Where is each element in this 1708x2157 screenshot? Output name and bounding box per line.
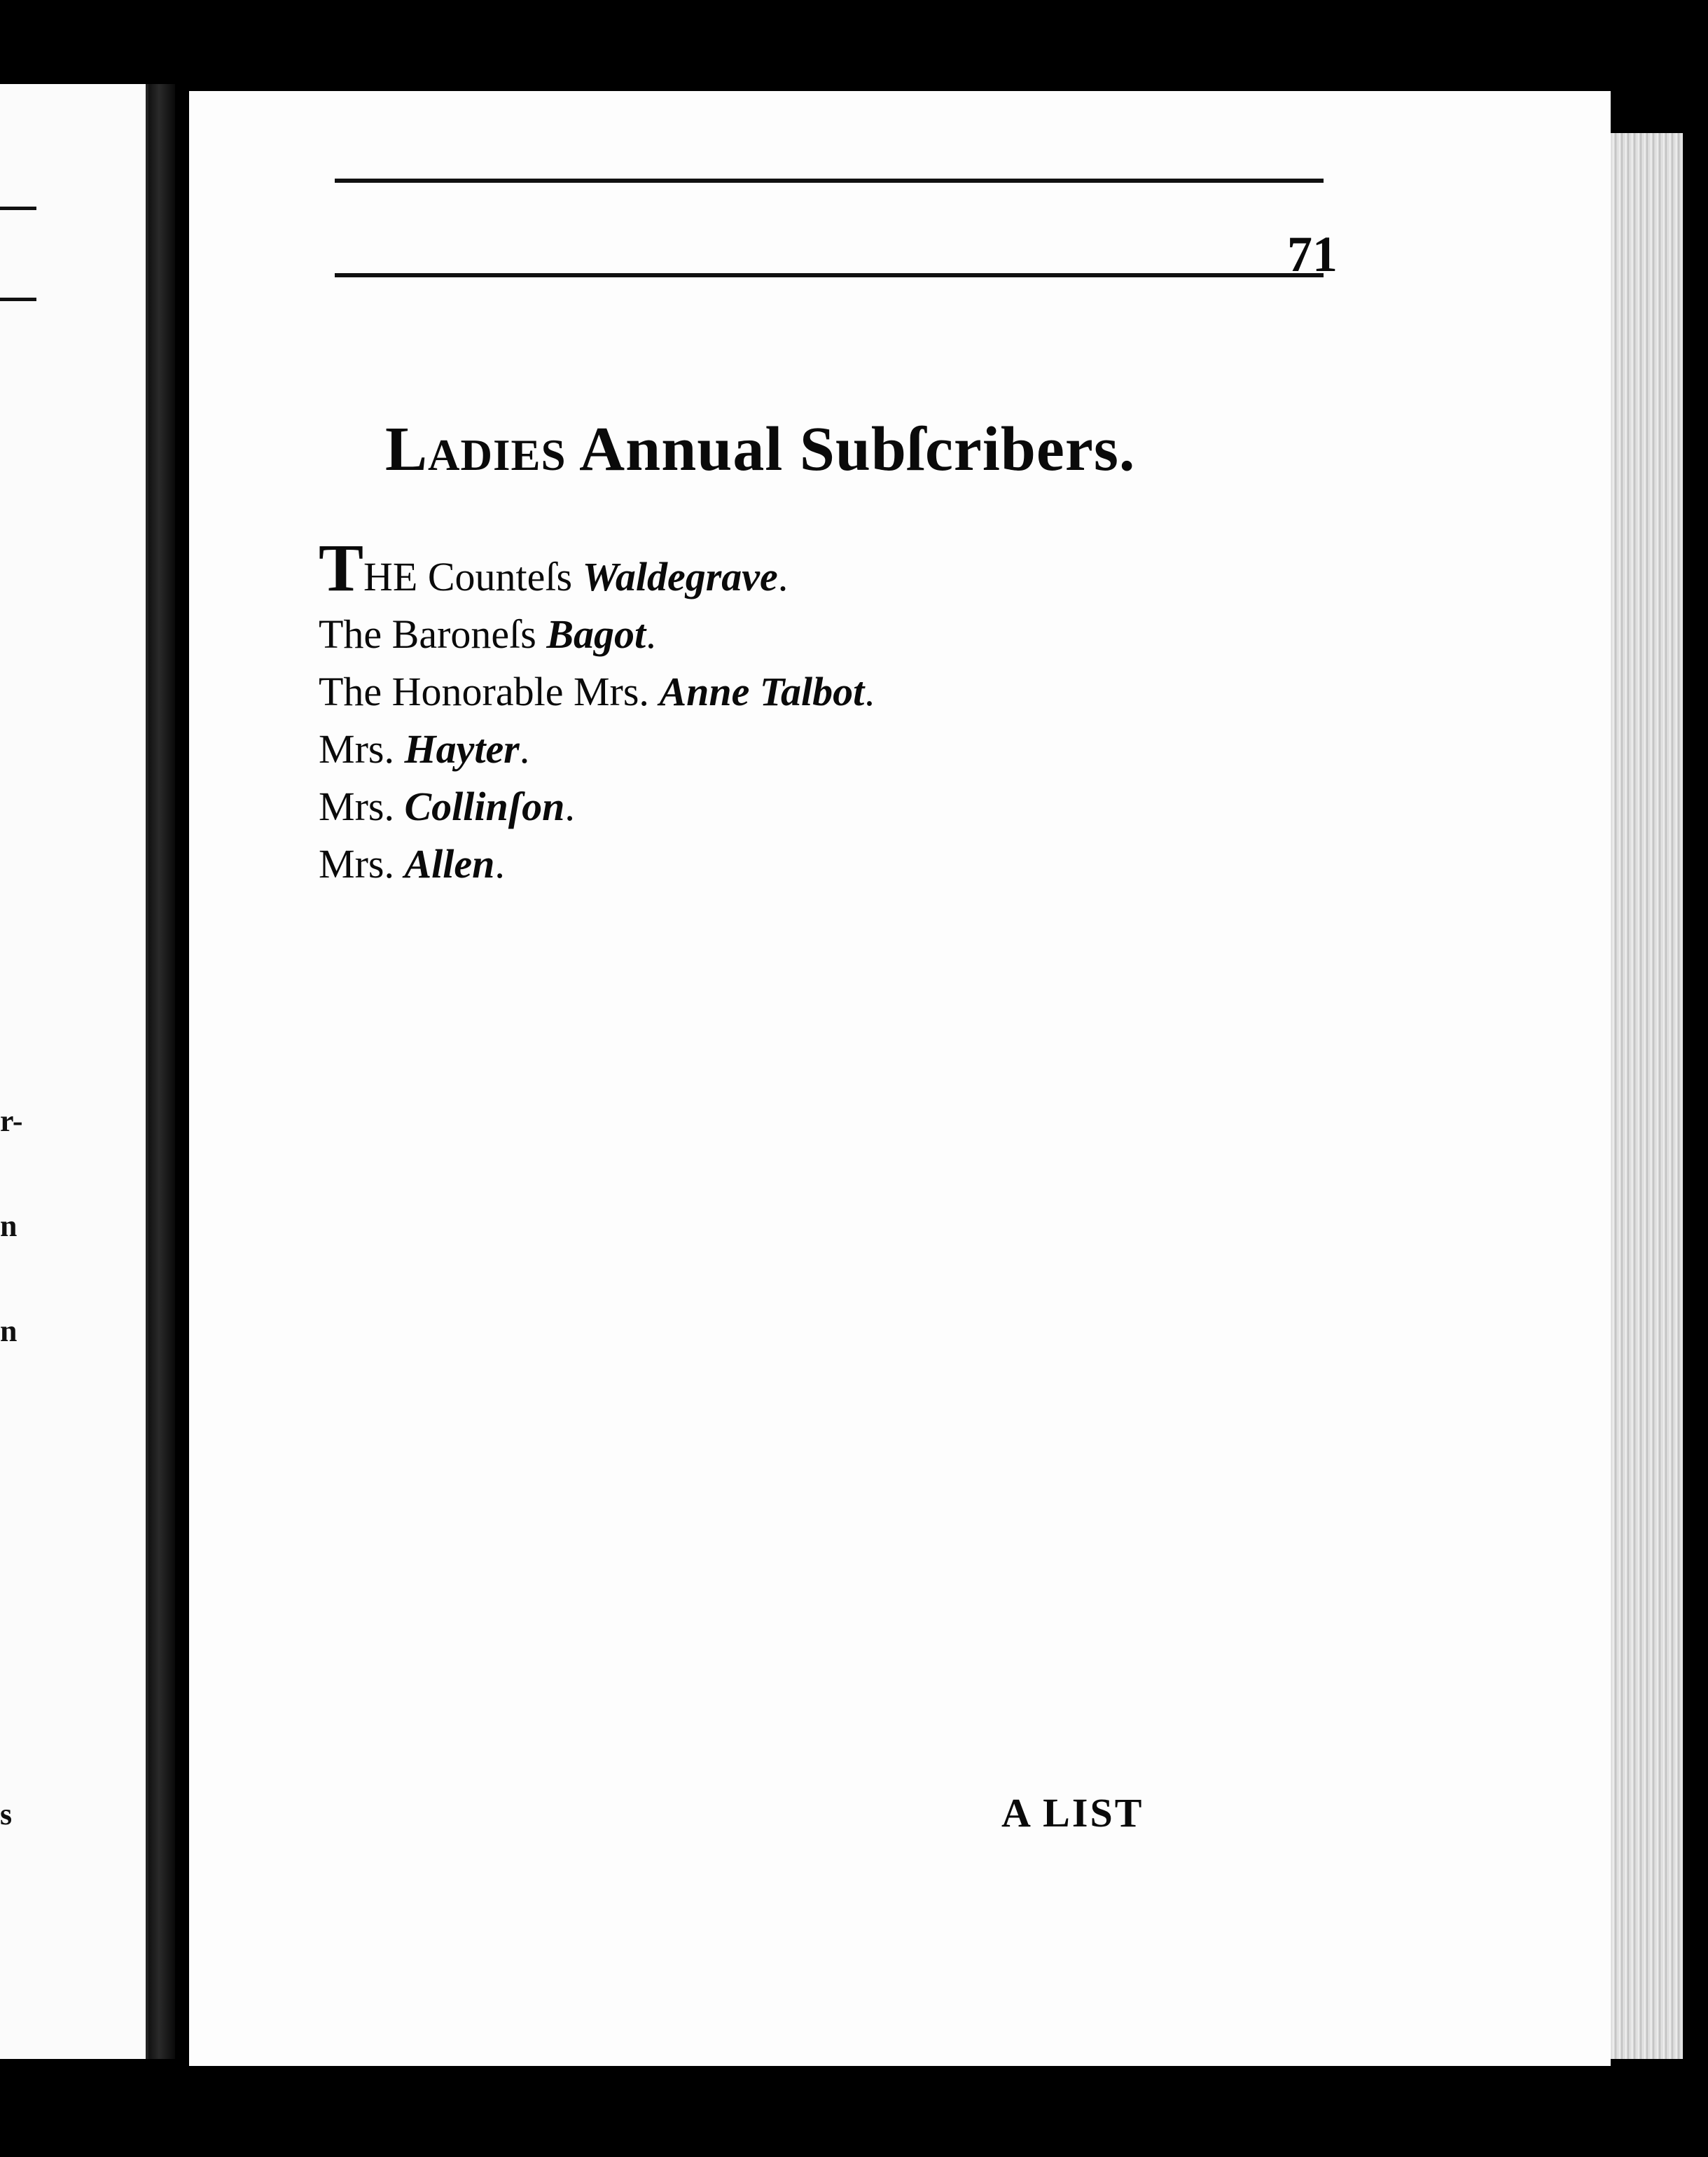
page-title <box>385 413 1135 485</box>
subscriber-title: Mrs. <box>319 841 405 887</box>
book-gutter <box>148 84 175 2059</box>
subscriber-title: The Honorable Mrs. <box>319 669 660 714</box>
left-page-fragment: s <box>0 1797 13 1831</box>
subscriber-suffix: . <box>519 726 530 772</box>
subscriber-surname: Waldegrave <box>582 554 778 599</box>
subscriber-surname: Anne Talbot <box>659 669 865 714</box>
left-page-fragment: n <box>0 1209 18 1243</box>
subscriber-entry <box>319 530 1299 606</box>
drop-capital: T <box>319 530 364 605</box>
subscriber-suffix: . <box>494 841 505 887</box>
page-title-small-caps: Ladies <box>385 415 567 484</box>
subscriber-suffix: . <box>564 784 575 829</box>
subscriber-entry <box>319 721 1299 778</box>
subscriber-surname: Bagot <box>546 611 646 657</box>
left-page-rule <box>0 298 36 301</box>
catchword: A LIST <box>1001 1790 1144 1836</box>
subscriber-title: Mrs. <box>319 784 405 829</box>
subscriber-surname: Allen <box>404 841 495 887</box>
subscriber-title: HE Counteſs <box>363 554 583 599</box>
subscriber-title: Mrs. <box>319 726 405 772</box>
left-page-fragment: n <box>0 1314 18 1348</box>
subscriber-entry <box>319 606 1299 663</box>
right-page <box>189 91 1611 2066</box>
subscriber-entry <box>319 778 1299 835</box>
header-rule-bottom <box>335 273 1324 277</box>
header-rule-top <box>335 179 1324 183</box>
subscriber-title: The Baroneſs <box>319 611 547 657</box>
page-title-rest: Annual Subſcribers. <box>579 415 1136 484</box>
subscriber-entry <box>319 663 1299 721</box>
subscriber-suffix: . <box>864 669 875 714</box>
page-number: 71 <box>1287 226 1338 282</box>
left-page-edge <box>0 84 148 2059</box>
left-page-rule <box>0 207 36 210</box>
subscriber-list <box>319 530 1299 893</box>
subscriber-suffix: . <box>777 554 789 599</box>
subscriber-surname: Hayter <box>404 726 520 772</box>
left-page-fragment: r- <box>0 1104 23 1138</box>
subscriber-surname: Collinſon <box>404 784 565 829</box>
subscriber-entry <box>319 835 1299 893</box>
subscriber-suffix: . <box>646 611 656 657</box>
